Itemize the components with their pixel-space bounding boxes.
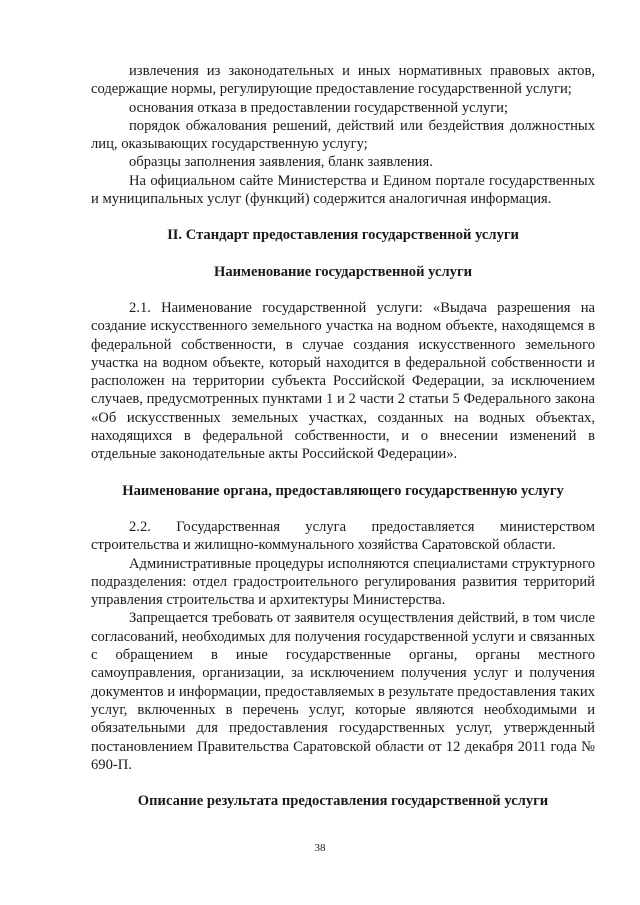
paragraph-prohibition: Запрещается требовать от заявителя осуществления действий, в том числе согласований, необходимых для получения государственной услуги и связанных с обращением в иные государственные органы, органы местного самоуправления, организации, за исключением получения услуг и получения документов и информации, предоставляемых в результате предоставления таких услуг, включенных в перечень услуг, которые являются необходимыми и обязательными для предоставления государственных услуг, утвержденный постановлением Правительства Саратовской области от 12 декабря 2011 года № 690-П. [91, 610, 595, 773]
page-number: 38 [314, 842, 326, 854]
paragraph-admin-procedures: Административные процедуры исполняются специалистами структурного подразделения: отдел градостроительного регулирования развития территорий управления строительства и архитектуры Министерства. [91, 555, 595, 609]
portal-paragraph: На официальном сайте Министерства и Едином портале государственных и муниципальных услуг (функций) содержится аналогичная информация. [91, 172, 595, 208]
paragraph-2-2: 2.2. Государственная услуга предоставляется министерством строительства и жилищно-коммунального хозяйства Саратовской области. [91, 518, 595, 554]
list-item-extracts: извлечения из законодательных и иных нормативных правовых актов, содержащие нормы, регулирующие предоставление государственной услуги; [91, 63, 595, 98]
subsection-title-service-name: Наименование государственной услуги [214, 263, 472, 280]
subsection-title-authority: Наименование органа, предоставляющего государственную услугу [122, 482, 564, 499]
list-item-form-samples: образцы заполнения заявления, бланк заявления. [129, 154, 433, 171]
section-title: II. Стандарт предоставления государственной услуги [167, 227, 519, 244]
paragraph-2-1: 2.1. Наименование государственной услуги: «Выдача разрешения на создание искусственного земельного участка на водном объекте, находящемся в федеральной собственности, в случае создания искусственного земельного участка на водном объекте, который находится в федеральной собственности и расположен на территории субъекта Российской Федерации, за исключением случаев, предусмотренных пунктами 1 и 2 части 2 статьи 5 Федерального закона «Об искусственных земельных участках, созданных на водных объектах, находящихся в федеральной собственности, и о внесении изменений в отдельные законодательные акты Российской Федерации». [91, 299, 595, 463]
list-item-appeal-procedure: порядок обжалования решений, действий или бездействия должностных лиц, оказывающих государственную услугу; [91, 117, 595, 153]
document-page [91, 62, 595, 810]
list-item-refusal-grounds: основания отказа в предоставлении государственной услуги; [129, 99, 509, 116]
subsection-title-result: Описание результата предоставления государственной услуги [137, 793, 549, 810]
